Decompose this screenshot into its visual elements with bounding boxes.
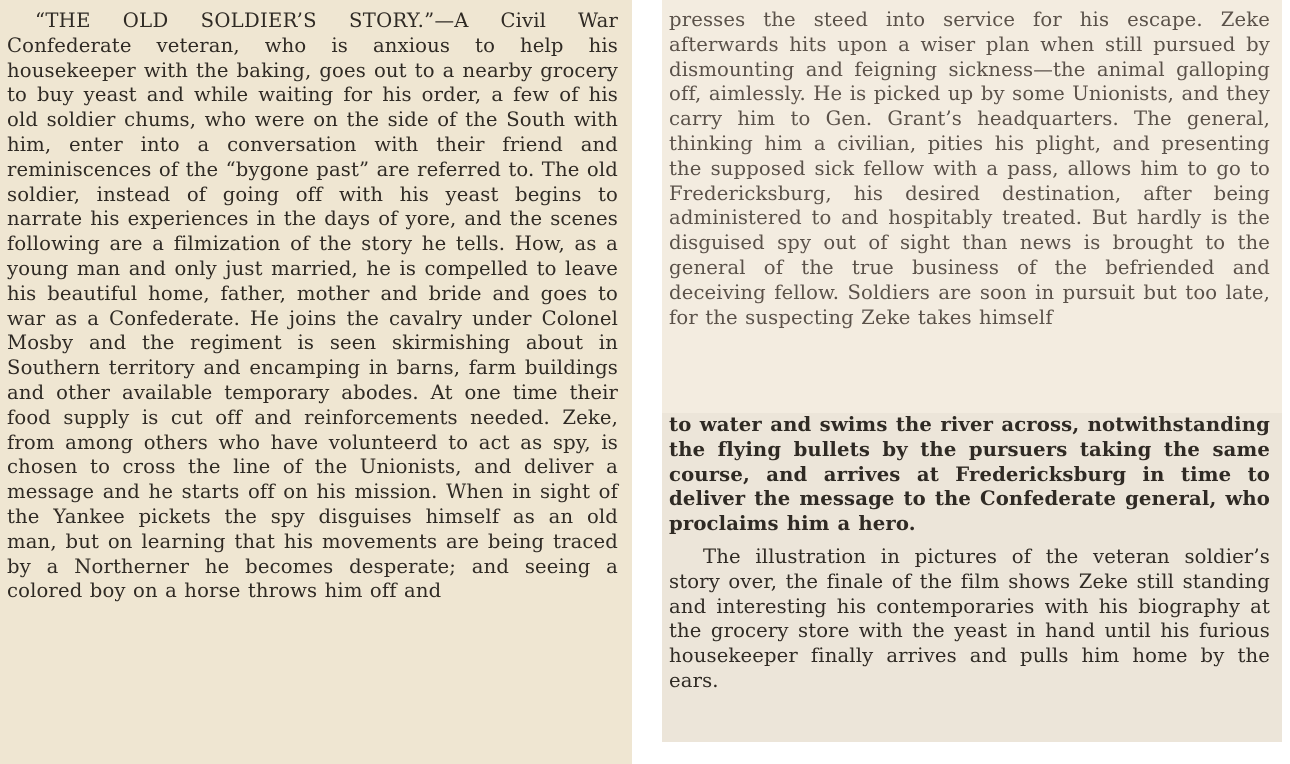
left-column bbox=[0, 0, 632, 764]
right-column-top-text: presses the steed into service for his escape. Zeke afterwards hits upon a wiser plan when still pursued by dismounting and feigning sickness—the animal galloping off, aimlessly. He is picked up by some Unionists, and they carry him to Gen. Grant’s headquarters. The general, thinking him a civilian, pities his plight, and presenting the supposed sick fellow with a pass, allows him to go to Fredericksburg, his desired destination, after being administered to and hospitably treated. But hardly is the disguised spy out of sight than news is brought to the general of the true business of the befriended and deceiving fellow. Soldiers are soon in pursuit but too late, for the suspecting Zeke takes himself bbox=[669, 8, 1270, 329]
opening-paragraph bbox=[7, 9, 618, 604]
article-heading: “THE OLD SOLDIER’S STORY.” bbox=[35, 9, 435, 32]
left-column-text: —A Civil War Confederate veteran, who is anxious to help his housekeeper with the baking, goes out to a nearby grocery to buy yeast and while waiting for his order, a few of his old soldier chums, who were on the side of the South with him, enter into a conversation with their friend and reminiscences of the “bygone past” are referred to. The old soldier, instead of going off with his yeast begins to narrate his experiences in the days of yore, and the scenes following are a filmization of the story he tells. How, as a young man and only just married, he is compelled to leave his beautiful home, father, mother and bride and goes to war as a Confederate. He joins the cavalry under Colonel Mosby and the regiment is seen skirmishing about in Southern territory and encamping in barns, farm buildings and other available temporary abodes. At one time their food supply is cut off and reinforcements needed. Zeke, from among others who have volunteerd to act as spy, is chosen to cross the line of the Unionists, and deliver a message and he starts off on his mission. When in sight of the Yankee pickets the spy disguises himself as an old man, but on learning that his movements are being traced by a Northerner he becomes desperate; and seeing a colored boy on a horse throws him off and bbox=[7, 9, 618, 603]
closing-paragraph: The illustration in pictures of the veteran soldier’s story over, the finale of the film shows Zeke still standing and interesting his contemporaries with his biography at the grocery store with the yeast in hand until his furious housekeeper finally arrives and pulls him home by the ears. bbox=[669, 544, 1270, 692]
right-column-bottom bbox=[662, 413, 1282, 742]
right-column-top bbox=[662, 0, 1282, 413]
right-column-bottom-text: to water and swims the river across, notwithstanding the flying bullets by the pursuers taking the same course, and arrives at Fredericksburg in time to deliver the message to the Confederate general, who proclaims him a hero. bbox=[669, 413, 1270, 536]
